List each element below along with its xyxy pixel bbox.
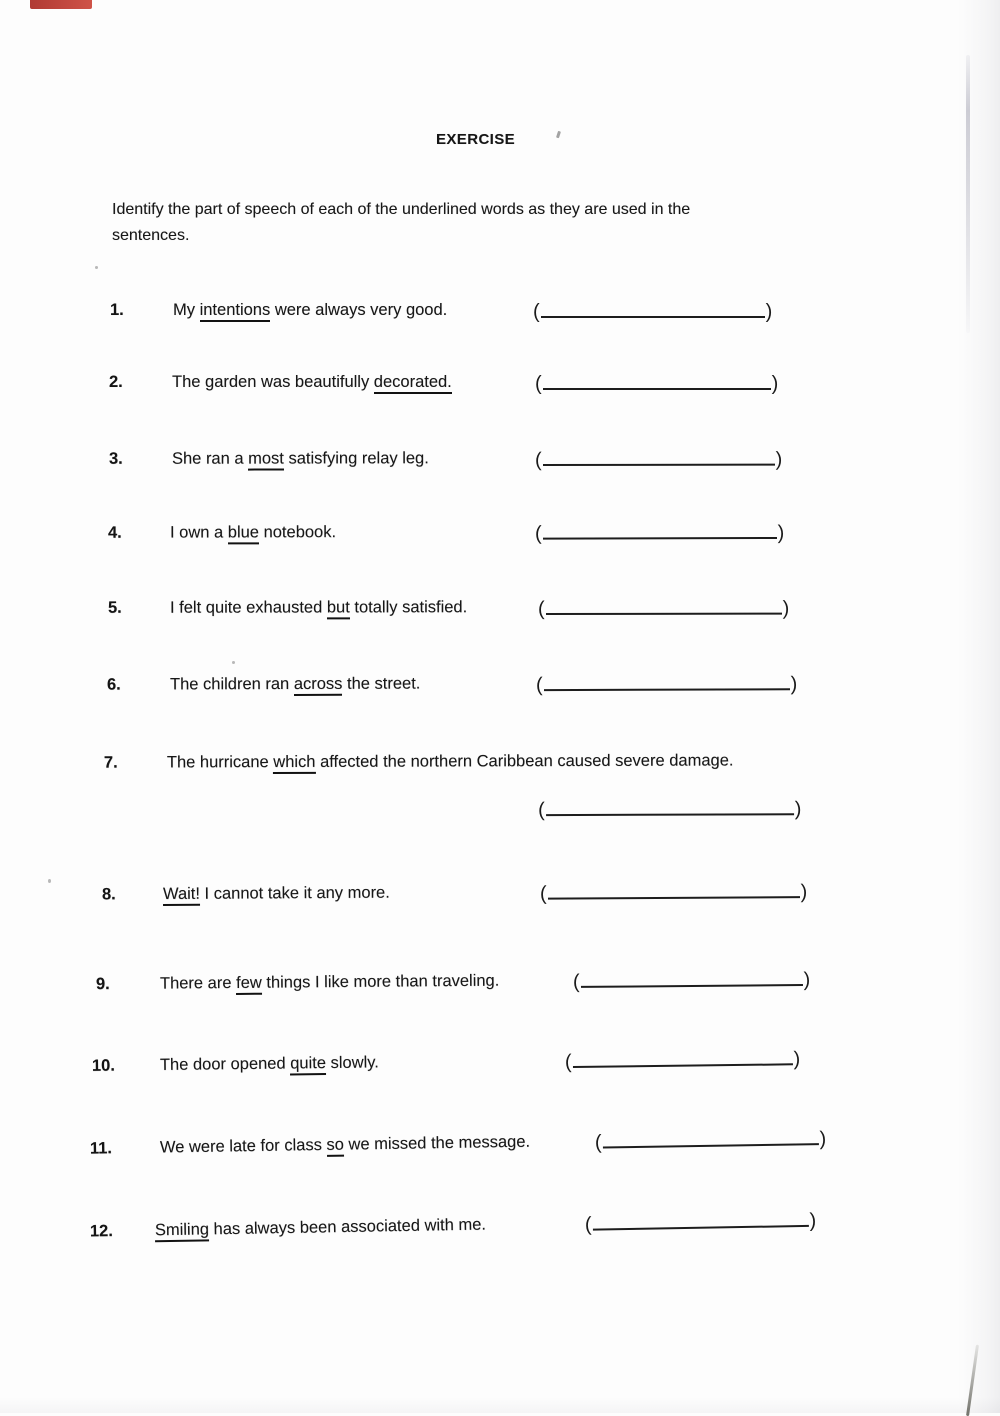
- scan-edge-shading-bottom: [0, 1397, 1000, 1413]
- item-sentence: We were late for class so we missed the message.: [159, 1132, 531, 1157]
- answer-blank: ( ): [539, 881, 808, 905]
- answer-line: [544, 675, 790, 691]
- item-sentence: My intentions were always very good.: [173, 301, 447, 320]
- exercise-item: [0, 673, 1000, 706]
- answer-blank: ( ): [537, 597, 790, 621]
- item-number: 2.: [109, 373, 123, 391]
- exercise-item: [0, 1125, 1000, 1171]
- underlined-word: few: [236, 974, 262, 995]
- underlined-word: Smiling: [155, 1220, 209, 1242]
- item-sentence: I felt quite exhausted but totally satisfied.: [170, 598, 467, 618]
- item-sentence: I own a blue notebook.: [170, 523, 336, 542]
- item-number: 1.: [110, 301, 124, 319]
- underlined-word: blue: [228, 523, 259, 544]
- underlined-word: but: [327, 598, 350, 619]
- answer-blank: ( ): [534, 521, 785, 545]
- answer-line: [581, 971, 803, 988]
- scan-artifact-speck: [48, 879, 51, 883]
- answer-blank: ( ): [564, 1048, 801, 1074]
- instructions-line1: Identify the part of speech of each of the underlined words as they are used in the: [112, 201, 691, 218]
- underlined-word: across: [294, 675, 343, 696]
- scan-artifact-speck: [232, 661, 235, 664]
- scan-artifact-scratch: [966, 1345, 978, 1416]
- page-title: EXERCISE: [436, 131, 516, 148]
- answer-line: [541, 303, 765, 318]
- item-sentence: The children ran across the street.: [170, 675, 420, 695]
- item-sentence: Smiling has always been associated with me.: [155, 1216, 486, 1241]
- answer-line: [546, 600, 782, 615]
- answer-blank: ( ): [535, 373, 779, 395]
- instructions: [112, 197, 802, 249]
- answer-line: [592, 1212, 808, 1231]
- exercise-item: [0, 751, 1000, 834]
- answer-blank: ( ): [584, 1209, 817, 1236]
- exercise-item: [0, 448, 1000, 480]
- item-number: 12.: [89, 1222, 113, 1241]
- exercise-item: [0, 373, 1000, 403]
- exercise-item: [0, 597, 1000, 629]
- answer-line: [546, 800, 794, 816]
- underlined-word: which: [273, 753, 315, 774]
- item-sentence: The hurricane which affected the northern Caribbean caused severe damage.: [167, 751, 734, 772]
- item-number: 5.: [107, 598, 122, 617]
- answer-blank: ( ): [534, 448, 783, 472]
- underlined-word: Wait!: [163, 885, 200, 906]
- answer-line: [543, 451, 775, 466]
- item-number: 8.: [101, 885, 116, 904]
- underlined-word: quite: [290, 1054, 326, 1075]
- answer-line: [602, 1130, 818, 1148]
- item-number: 9.: [95, 975, 110, 994]
- item-sentence: The garden was beautifully decorated.: [172, 373, 452, 392]
- item-sentence: The door opened quite slowly.: [159, 1053, 379, 1075]
- exercise-item: [0, 301, 1000, 331]
- answer-line: [548, 883, 800, 900]
- instructions-line2: sentences.: [112, 227, 190, 244]
- scan-edge-shading-right: [958, 0, 1000, 1413]
- item-number: 3.: [108, 449, 123, 468]
- underlined-word: most: [248, 450, 284, 471]
- answer-blank: ( ): [594, 1128, 827, 1154]
- item-number: 6.: [106, 675, 121, 694]
- answer-line: [543, 524, 777, 540]
- answer-blank: ( ): [533, 301, 773, 323]
- underlined-word: so: [326, 1136, 344, 1157]
- scan-artifact-speck: [95, 266, 98, 269]
- answer-blank: ( ): [572, 968, 811, 993]
- item-sentence: She ran a most satisfying relay leg.: [172, 449, 429, 468]
- underlined-word: decorated.: [374, 373, 452, 394]
- item-number: 11.: [89, 1139, 113, 1158]
- exercise-item: [0, 967, 1000, 1006]
- scan-artifact-tick: [556, 131, 561, 138]
- exercise-item: [0, 880, 1000, 916]
- scan-artifact-gray-line: [966, 55, 970, 333]
- item-number: 4.: [107, 523, 122, 542]
- answer-line: [572, 1050, 792, 1068]
- answer-line: [543, 375, 771, 390]
- item-number: 10.: [91, 1056, 115, 1075]
- item-sentence: There are few things I like more than traveling.: [160, 972, 500, 994]
- item-number: 7.: [103, 753, 118, 772]
- scan-artifact-red-strip: [30, 0, 92, 9]
- exercise-item: [0, 1046, 1000, 1088]
- answer-blank: ( ): [538, 798, 802, 822]
- exercise-item: [0, 521, 1000, 554]
- underlined-word: intentions: [200, 301, 271, 322]
- item-sentence: Wait! I cannot take it any more.: [163, 884, 390, 904]
- answer-blank: ( ): [535, 673, 798, 697]
- exercise-item: [0, 1207, 1000, 1254]
